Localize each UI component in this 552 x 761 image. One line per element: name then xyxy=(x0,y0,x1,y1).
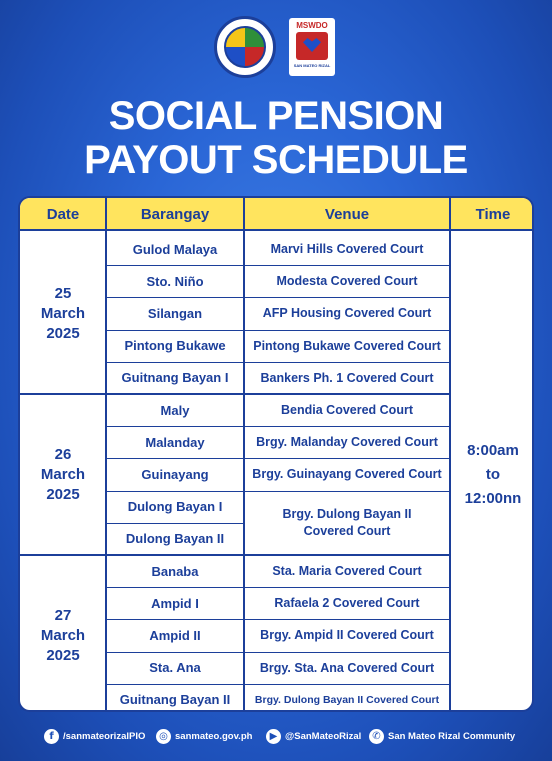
header-date: Date xyxy=(46,206,80,223)
row-divider xyxy=(244,491,450,492)
row-divider xyxy=(106,297,244,298)
row-divider xyxy=(106,587,244,588)
header-venue: Venue xyxy=(324,206,370,223)
barangay-cell: Malanday xyxy=(145,434,205,450)
row-divider xyxy=(244,330,450,331)
venue-cell: Brgy. Guinayang Covered Court xyxy=(252,467,442,482)
row-divider xyxy=(106,362,244,363)
venue-cell: Rafaela 2 Covered Court xyxy=(274,596,420,611)
time-line: 8:00am xyxy=(467,441,519,459)
venue-cell: Modesta Covered Court xyxy=(276,274,418,289)
venue-cell: Brgy. Dulong Bayan II Covered Court xyxy=(282,506,412,538)
row-divider xyxy=(244,426,450,427)
time-cell xyxy=(450,233,534,712)
barangay-cell: Ampid II xyxy=(149,627,201,643)
row-divider xyxy=(106,652,244,653)
venue-cell: Brgy. Dulong Bayan II Covered Court xyxy=(254,693,440,706)
community-icon: ✆ xyxy=(369,729,384,744)
time-line: 12:00nn xyxy=(464,489,522,507)
date-line: 2025 xyxy=(46,485,80,503)
date-line: 26 xyxy=(54,445,72,463)
footer-link-text: @SanMateoRizal xyxy=(285,730,362,742)
header-time: Time xyxy=(475,206,511,223)
barangay-cell: Banaba xyxy=(151,563,199,579)
venue-cell: Pintong Bukawe Covered Court xyxy=(253,338,441,353)
date-line: 25 xyxy=(54,284,72,302)
title-line-2: PAYOUT SCHEDULE xyxy=(84,138,468,182)
venue-cell: Brgy. Ampid II Covered Court xyxy=(260,628,434,643)
row-divider xyxy=(106,523,244,524)
date-line: 2025 xyxy=(46,646,80,664)
footer-bar xyxy=(0,726,552,746)
barangay-cell: Sto. Niño xyxy=(146,273,204,289)
barangay-cell: Gulod Malaya xyxy=(132,241,218,257)
schedule-table xyxy=(18,196,534,712)
barangay-cell: Pintong Bukawe xyxy=(124,338,226,354)
globe-icon: ◎ xyxy=(156,729,171,744)
facebook-icon: f xyxy=(44,729,59,744)
time-line: to xyxy=(485,465,501,483)
barangay-cell: Sta. Ana xyxy=(149,660,201,676)
venue-cell: Brgy. Sta. Ana Covered Court xyxy=(259,660,435,675)
barangay-cell: Dulong Bayan I xyxy=(127,499,223,515)
barangay-cell: Silangan xyxy=(147,305,203,321)
row-divider xyxy=(244,619,450,620)
date-line: March xyxy=(40,465,86,483)
footer-link-text: sanmateo.gov.ph xyxy=(175,730,253,742)
footer-link[interactable] xyxy=(156,726,252,746)
row-divider xyxy=(106,491,244,492)
barangay-cell: Ampid I xyxy=(151,595,199,611)
barangay-cell: Guitnang Bayan II xyxy=(119,692,231,708)
mswdo-logo-icon xyxy=(289,18,335,76)
row-divider xyxy=(244,458,450,459)
table-header xyxy=(20,198,534,231)
venue-cell: Sta. Maria Covered Court xyxy=(272,564,422,579)
date-cell xyxy=(20,233,106,394)
row-divider xyxy=(106,426,244,427)
venue-cell: Bendia Covered Court xyxy=(281,403,413,418)
venue-cell: Marvi Hills Covered Court xyxy=(270,242,424,257)
row-divider xyxy=(106,458,244,459)
row-divider xyxy=(244,265,450,266)
date-line: 27 xyxy=(54,606,72,624)
row-divider xyxy=(106,265,244,266)
footer-link-text: /sanmateorizalPIO xyxy=(63,730,146,742)
venue-cell: Brgy. Malanday Covered Court xyxy=(256,435,438,450)
row-divider xyxy=(106,330,244,331)
title-line-1: SOCIAL PENSION xyxy=(108,94,444,138)
row-divider xyxy=(106,619,244,620)
date-line: 2025 xyxy=(46,324,80,342)
date-line: March xyxy=(40,626,86,644)
barangay-cell: Guinayang xyxy=(141,466,209,482)
date-line: March xyxy=(40,304,86,322)
barangay-cell: Maly xyxy=(160,402,190,418)
footer-link[interactable] xyxy=(44,726,145,746)
date-cell xyxy=(20,394,106,555)
row-divider xyxy=(244,684,450,685)
row-divider xyxy=(244,297,450,298)
mswdo-label: MSWDO xyxy=(296,21,328,30)
venue-cell: AFP Housing Covered Court xyxy=(262,306,432,321)
venue-cell: Bankers Ph. 1 Covered Court xyxy=(260,370,434,385)
date-cell xyxy=(20,555,106,712)
footer-link[interactable] xyxy=(369,726,515,746)
footer-link-text: San Mateo Rizal Community xyxy=(388,730,516,742)
header-barangay: Barangay xyxy=(140,206,210,223)
row-divider xyxy=(106,684,244,685)
barangay-cell: Guitnang Bayan I xyxy=(121,370,229,386)
footer-link[interactable] xyxy=(266,726,361,746)
row-divider xyxy=(244,362,450,363)
row-divider xyxy=(244,652,450,653)
youtube-icon: ▶ xyxy=(266,729,281,744)
mswdo-sub: SAN MATEO RIZAL xyxy=(293,63,331,68)
page-title xyxy=(0,94,552,182)
logo-bar xyxy=(0,16,552,78)
barangay-cell: Dulong Bayan II xyxy=(125,531,225,547)
row-divider xyxy=(244,587,450,588)
municipal-seal-icon xyxy=(214,16,276,78)
